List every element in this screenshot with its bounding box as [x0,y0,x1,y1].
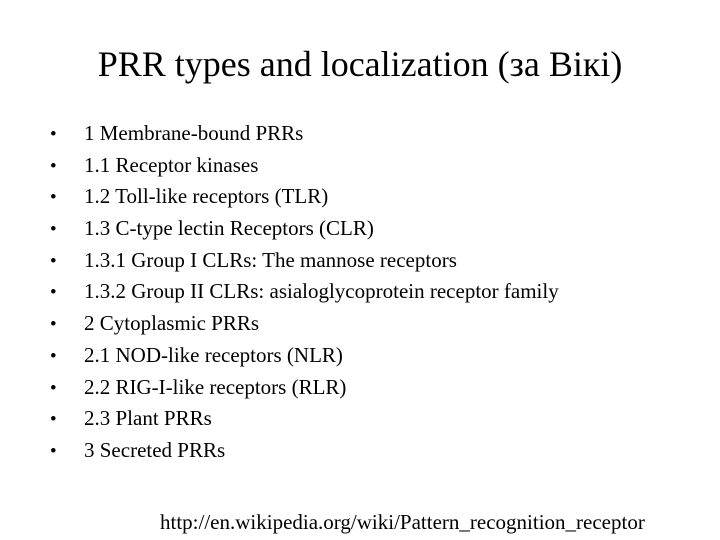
list-item [50,150,710,182]
bullet-icon: • [50,282,57,304]
bullet-icon: • [50,187,57,209]
list-item-text: 1.3 C-type lectin Receptors (CLR) [84,216,374,241]
list-item [50,276,710,308]
source-url: http://en.wikipedia.org/wiki/Pattern_recognition_receptor [160,510,645,534]
list-item-text: 2.2 RIG-I-like receptors (RLR) [84,374,347,399]
list-item-text: 1.3.1 Group I CLRs: The mannose receptors [84,247,457,272]
list-item [50,372,710,404]
list-item-text: 1.3.2 Group II CLRs: asialoglycoprotein receptor family [84,279,559,304]
bullet-icon: • [50,155,57,177]
bullet-list [50,118,710,467]
bullet-icon: • [50,409,57,431]
list-item-text: 2.3 Plant PRRs [84,406,212,431]
list-item [50,118,710,150]
list-item-text: 1.2 Toll-like receptors (TLR) [84,184,329,209]
bullet-icon: • [50,314,57,336]
bullet-icon: • [50,345,57,367]
bullet-icon: • [50,124,57,145]
list-item-text: 2.1 NOD-like receptors (NLR) [84,342,343,367]
list-item-text: 2 Cytoplasmic PRRs [84,311,260,336]
list-item [50,308,710,340]
list-item-text: 3 Secreted PRRs [84,437,226,462]
list-item [50,403,710,435]
list-item [50,213,710,245]
list-item [50,435,710,467]
list-item [50,181,710,213]
list-item [50,245,710,277]
bullet-icon: • [50,250,57,272]
bullet-icon: • [50,219,57,241]
list-item-text: 1.1 Receptor kinases [84,152,259,177]
slide-title: PRR types and localization (за Вікі) [97,44,623,84]
bullet-icon: • [50,377,57,399]
list-item-text: 1 Membrane-bound PRRs [84,121,304,145]
bullet-icon: • [50,440,57,462]
list-item [50,340,710,372]
